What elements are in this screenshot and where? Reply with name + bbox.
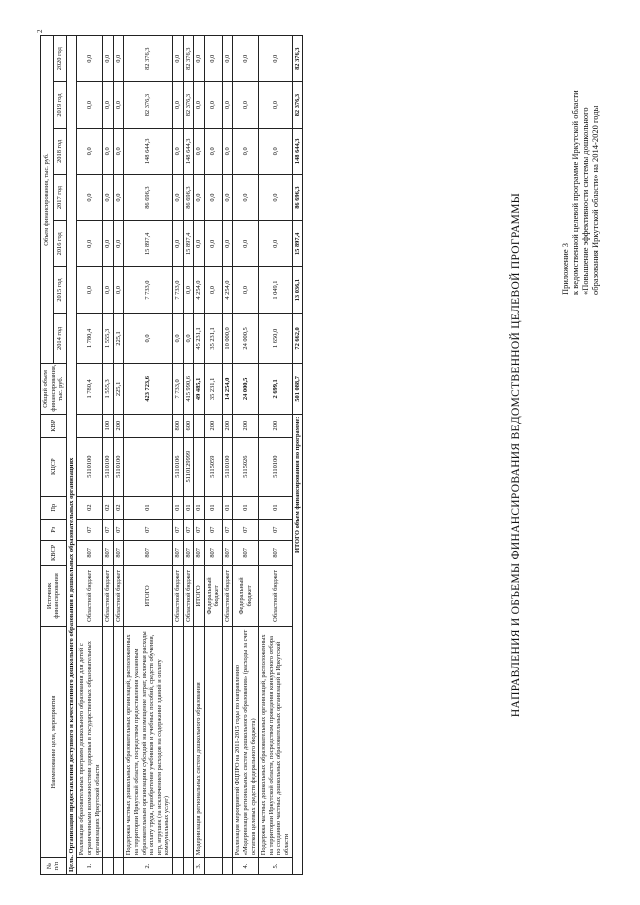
row-year-value: 86 696,3 — [124, 174, 173, 220]
row-rz: 07 — [77, 519, 103, 540]
row-year-value: 1 555,3 — [103, 313, 114, 363]
row-year-value: 10 000,0 — [222, 313, 233, 363]
header-year: 2017 год — [53, 174, 66, 220]
row-year-value: 0,0 — [124, 313, 173, 363]
row-pr: 01 — [204, 496, 222, 519]
row-year-value: 0,0 — [103, 82, 114, 128]
row-year-value: 0,0 — [194, 221, 205, 267]
row-pr: 01 — [124, 496, 173, 519]
row-total: 7 733,0 — [172, 364, 183, 414]
row-year-value: 0,0 — [172, 82, 183, 128]
goal-row: Цель. Организация предоставления доступного и качественного дошкольного образования в дошкольных образовательных организациях — [66, 36, 77, 875]
row-year-value: 7 733,0 — [172, 267, 183, 313]
row-year-value: 0,0 — [113, 128, 124, 174]
grand-total-year: 82 376,3 — [292, 82, 303, 128]
row-year-value: 82 376,3 — [183, 82, 194, 128]
row-year-value: 0,0 — [113, 174, 124, 220]
row-year-value: 0,0 — [222, 128, 233, 174]
row-num: 4. — [233, 858, 259, 875]
row-total: 49 485,1 — [194, 364, 205, 414]
row-pr: 01 — [183, 496, 194, 519]
row-source: Областной бюджет — [183, 565, 194, 626]
row-year-value: 0,0 — [183, 267, 194, 313]
row-year-value: 0,0 — [113, 267, 124, 313]
row-kcsr: 5110100 — [103, 437, 114, 496]
row-year-value: 0,0 — [113, 82, 124, 128]
row-year-value: 0,0 — [204, 221, 222, 267]
row-rz: 07 — [222, 519, 233, 540]
row-kvr: 200 — [113, 414, 124, 437]
header-year: 2014 год — [53, 313, 66, 363]
row-year-value: 0,0 — [259, 174, 292, 220]
appendix-line: «Повышение эффективности системы дошкольного — [580, 107, 590, 295]
row-name — [113, 626, 124, 857]
header-year: 2019 год — [53, 82, 66, 128]
row-kcsr: 5110100 — [77, 437, 103, 496]
row-kcsr: 5110100 — [113, 437, 124, 496]
row-year-value: 0,0 — [172, 313, 183, 363]
margin-note: 2 — [36, 29, 44, 33]
row-kvr: 200 — [259, 414, 292, 437]
row-year-value: 0,0 — [77, 128, 103, 174]
row-year-value: 0,0 — [194, 36, 205, 82]
row-year-value: 24 000,5 — [233, 313, 259, 363]
row-total: 1 780,4 — [77, 364, 103, 414]
header-pr: Пр — [41, 496, 67, 519]
row-year-value: 0,0 — [172, 221, 183, 267]
appendix-line: к ведомственной целевой программе Иркутской области — [570, 90, 580, 295]
table-row — [113, 36, 124, 875]
row-kcsr: 5115059 — [204, 437, 222, 496]
row-pr: 01 — [172, 496, 183, 519]
header-kvr: КВР — [41, 414, 67, 437]
grand-total-row — [292, 36, 303, 875]
row-name — [183, 626, 194, 857]
row-total: 2 699,1 — [259, 364, 292, 414]
row-year-value: 0,0 — [77, 36, 103, 82]
grand-total-value: 501 088,7 — [292, 364, 303, 414]
header-year: 2020 год — [53, 36, 66, 82]
row-pr: 02 — [113, 496, 124, 519]
table-row — [124, 36, 173, 875]
row-year-value: 35 231,1 — [204, 313, 222, 363]
row-kvsr: 807 — [204, 540, 222, 565]
header-volume-group: Объем финансирования, тыс. руб. — [41, 36, 54, 364]
row-num — [222, 858, 233, 875]
row-total: 225,1 — [113, 364, 124, 414]
row-year-value: 0,0 — [259, 128, 292, 174]
row-kcsr: 5115026 — [233, 437, 259, 496]
row-year-value: 0,0 — [103, 174, 114, 220]
grand-total-year: 86 696,3 — [292, 174, 303, 220]
row-kvr: 600 — [183, 414, 194, 437]
grand-total-year: 13 036,1 — [292, 267, 303, 313]
header-rz: Рз — [41, 519, 67, 540]
row-num: 2. — [124, 858, 173, 875]
row-pr: 01 — [259, 496, 292, 519]
row-kvsr: 807 — [183, 540, 194, 565]
row-pr: 01 — [233, 496, 259, 519]
row-rz: 07 — [233, 519, 259, 540]
row-pr: 01 — [222, 496, 233, 519]
row-kcsr: 5110100 — [259, 437, 292, 496]
row-kvr: 200 — [233, 414, 259, 437]
header-source: Источник финансирования — [41, 565, 67, 626]
row-num — [183, 858, 194, 875]
header-kvsr: КВСР — [41, 540, 67, 565]
row-num: 5. — [259, 858, 292, 875]
row-rz: 07 — [259, 519, 292, 540]
row-year-value: 0,0 — [103, 221, 114, 267]
table-row — [204, 36, 222, 875]
appendix-note — [560, 15, 600, 295]
row-year-value: 0,0 — [113, 36, 124, 82]
row-year-value: 0,0 — [103, 128, 114, 174]
row-rz: 07 — [183, 519, 194, 540]
row-name — [222, 626, 233, 857]
row-kvr: 800 — [172, 414, 183, 437]
row-kvsr: 807 — [233, 540, 259, 565]
row-year-value: 0,0 — [222, 174, 233, 220]
financing-table — [40, 35, 303, 875]
row-source: Областной бюджет — [77, 565, 103, 626]
row-pr: 02 — [77, 496, 103, 519]
row-name: Поддержка частных дошкольных образовательных организаций, расположенных на территории Иркутской области, посредством проведения конкурсного отбора по созданию частных дошкольных образовательных организаций в Иркутской области — [259, 626, 292, 857]
row-year-value: 4 254,0 — [222, 267, 233, 313]
row-year-value: 0,0 — [222, 82, 233, 128]
row-total: 423 723,6 — [124, 364, 173, 414]
table-row — [103, 36, 114, 875]
row-year-value: 82 376,3 — [124, 36, 173, 82]
appendix-line: образования Иркутской области» на 2014-2020 годы — [590, 105, 600, 295]
row-kvsr: 807 — [194, 540, 205, 565]
table-row — [194, 36, 205, 875]
row-kcsr: 5110129999 — [183, 437, 194, 496]
row-source: Областной бюджет — [113, 565, 124, 626]
table-row — [77, 36, 103, 875]
row-year-value: 45 231,1 — [194, 313, 205, 363]
row-year-value: 0,0 — [222, 221, 233, 267]
row-name: Модернизация региональных систем дошкольного образования — [194, 626, 205, 857]
row-year-value: 0,0 — [233, 82, 259, 128]
row-name — [204, 626, 222, 857]
row-kvsr: 807 — [113, 540, 124, 565]
row-name: Реализация образовательных программ дошкольного образования для детей с ограниченными возможностями здоровья в государственных образовательных организациях Иркутской области — [77, 626, 103, 857]
row-year-value: 0,0 — [172, 174, 183, 220]
row-year-value: 0,0 — [259, 82, 292, 128]
row-year-value: 0,0 — [194, 82, 205, 128]
row-year-value: 0,0 — [233, 36, 259, 82]
row-rz: 07 — [204, 519, 222, 540]
row-num: 3. — [194, 858, 205, 875]
row-num — [113, 858, 124, 875]
row-year-value: 0,0 — [183, 313, 194, 363]
row-total: 415 990,6 — [183, 364, 194, 414]
row-name — [103, 626, 114, 857]
header-kcsr: КЦСР — [41, 437, 67, 496]
row-kvr — [77, 414, 103, 437]
row-source: Областной бюджет — [222, 565, 233, 626]
row-kvsr: 807 — [77, 540, 103, 565]
row-year-value: 1 650,0 — [259, 313, 292, 363]
row-name: Реализация мероприятий ФЦПРО на 2011-2015 годы по направлению «Модернизация региональных систем дошкольного образования» (расходы за счет остатков целевых средств федерального бюджета) — [233, 626, 259, 857]
row-year-value: 82 376,3 — [124, 82, 173, 128]
grand-total-year: 72 662,0 — [292, 313, 303, 363]
row-source: Федеральный бюджет — [204, 565, 222, 626]
row-year-value: 0,0 — [259, 221, 292, 267]
row-year-value: 0,0 — [103, 267, 114, 313]
row-year-value: 225,1 — [113, 313, 124, 363]
row-year-value: 15 897,4 — [183, 221, 194, 267]
table-row — [183, 36, 194, 875]
row-year-value: 0,0 — [194, 174, 205, 220]
row-kvr: 100 — [103, 414, 114, 437]
row-total: 1 555,3 — [103, 364, 114, 414]
row-year-value: 0,0 — [204, 128, 222, 174]
row-num — [204, 858, 222, 875]
row-year-value: 0,0 — [204, 267, 222, 313]
row-year-value: 0,0 — [77, 221, 103, 267]
table-row — [233, 36, 259, 875]
header-year: 2015 год — [53, 267, 66, 313]
row-year-value: 0,0 — [233, 128, 259, 174]
row-source: Федеральный бюджет — [233, 565, 259, 626]
row-kcsr: 5110100 — [222, 437, 233, 496]
row-kvr — [124, 414, 173, 437]
row-year-value: 86 696,3 — [183, 174, 194, 220]
row-year-value: 0,0 — [204, 36, 222, 82]
row-kcsr: 5110106 — [172, 437, 183, 496]
grand-total-year: 15 897,4 — [292, 221, 303, 267]
row-rz: 07 — [124, 519, 173, 540]
grand-total-label: ИТОГО объем финансирования по программе: — [292, 414, 303, 874]
row-year-value: 0,0 — [77, 267, 103, 313]
table-row — [172, 36, 183, 875]
header-name: Наименование цели, мероприятия — [41, 626, 67, 857]
row-num: 1. — [77, 858, 103, 875]
header-year: 2018 год — [53, 128, 66, 174]
row-year-value: 1 780,4 — [77, 313, 103, 363]
row-year-value: 0,0 — [77, 82, 103, 128]
row-year-value: 0,0 — [172, 36, 183, 82]
row-kvr — [194, 414, 205, 437]
header-num: № п/п — [41, 858, 67, 875]
row-name: Поддержка частных дошкольных образовательных организаций, расположенных на территории Иркутской области, посредством предоставления указанным образовательным организациям субсидий на возмещение затрат, включая расходы на оплату труда, приобретение учебников и учебных пособий, средств обучения, игр, игрушек (за исключением расходов на содержание зданий и оплату коммунальных услуг) — [124, 626, 173, 857]
document-title: НАПРАВЛЕНИЯ И ОБЪЕМЫ ФИНАНСИРОВАНИЯ ВЕДОМСТВЕННОЙ ЦЕЛЕВОЙ ПРОГРАММЫ — [510, 192, 522, 718]
row-rz: 07 — [113, 519, 124, 540]
row-kcsr — [124, 437, 173, 496]
row-source: Областной бюджет — [103, 565, 114, 626]
header-year: 2016 год — [53, 221, 66, 267]
row-year-value: 0,0 — [222, 36, 233, 82]
row-total: 35 231,1 — [204, 364, 222, 414]
row-year-value: 0,0 — [204, 174, 222, 220]
row-year-value: 7 733,0 — [124, 267, 173, 313]
grand-total-year: 148 644,3 — [292, 128, 303, 174]
row-source: Областной бюджет — [172, 565, 183, 626]
row-pr: 01 — [194, 496, 205, 519]
row-kvsr: 807 — [172, 540, 183, 565]
grand-total-year: 82 376,3 — [292, 36, 303, 82]
row-year-value: 1 049,1 — [259, 267, 292, 313]
table-row — [259, 36, 292, 875]
row-rz: 07 — [172, 519, 183, 540]
row-year-value: 0,0 — [194, 128, 205, 174]
row-kvsr: 807 — [259, 540, 292, 565]
row-rz: 07 — [103, 519, 114, 540]
row-year-value: 0,0 — [233, 221, 259, 267]
row-year-value: 82 376,3 — [183, 36, 194, 82]
row-year-value: 148 644,3 — [124, 128, 173, 174]
row-kcsr — [194, 437, 205, 496]
row-year-value: 0,0 — [233, 174, 259, 220]
row-kvr: 200 — [222, 414, 233, 437]
row-num — [172, 858, 183, 875]
row-year-value: 0,0 — [77, 174, 103, 220]
row-total: 14 254,0 — [222, 364, 233, 414]
row-num — [103, 858, 114, 875]
row-kvsr: 807 — [124, 540, 173, 565]
row-year-value: 0,0 — [103, 36, 114, 82]
row-kvsr: 807 — [222, 540, 233, 565]
row-name — [172, 626, 183, 857]
row-source: ИТОГО — [194, 565, 205, 626]
row-total: 24 000,5 — [233, 364, 259, 414]
header-total: Общий объем финансирования, тыс. руб. — [41, 364, 67, 414]
row-kvr: 200 — [204, 414, 222, 437]
row-source: Областной бюджет — [259, 565, 292, 626]
row-year-value: 4 254,0 — [194, 267, 205, 313]
row-rz: 07 — [194, 519, 205, 540]
row-year-value: 0,0 — [259, 36, 292, 82]
appendix-line: Приложение 3 — [560, 243, 570, 295]
row-year-value: 0,0 — [113, 221, 124, 267]
row-source: ИТОГО — [124, 565, 173, 626]
row-year-value: 0,0 — [204, 82, 222, 128]
row-year-value: 15 897,4 — [124, 221, 173, 267]
row-pr: 02 — [103, 496, 114, 519]
row-year-value: 0,0 — [172, 128, 183, 174]
row-kvsr: 807 — [103, 540, 114, 565]
row-year-value: 0,0 — [233, 267, 259, 313]
row-year-value: 148 644,3 — [183, 128, 194, 174]
table-row — [222, 36, 233, 875]
